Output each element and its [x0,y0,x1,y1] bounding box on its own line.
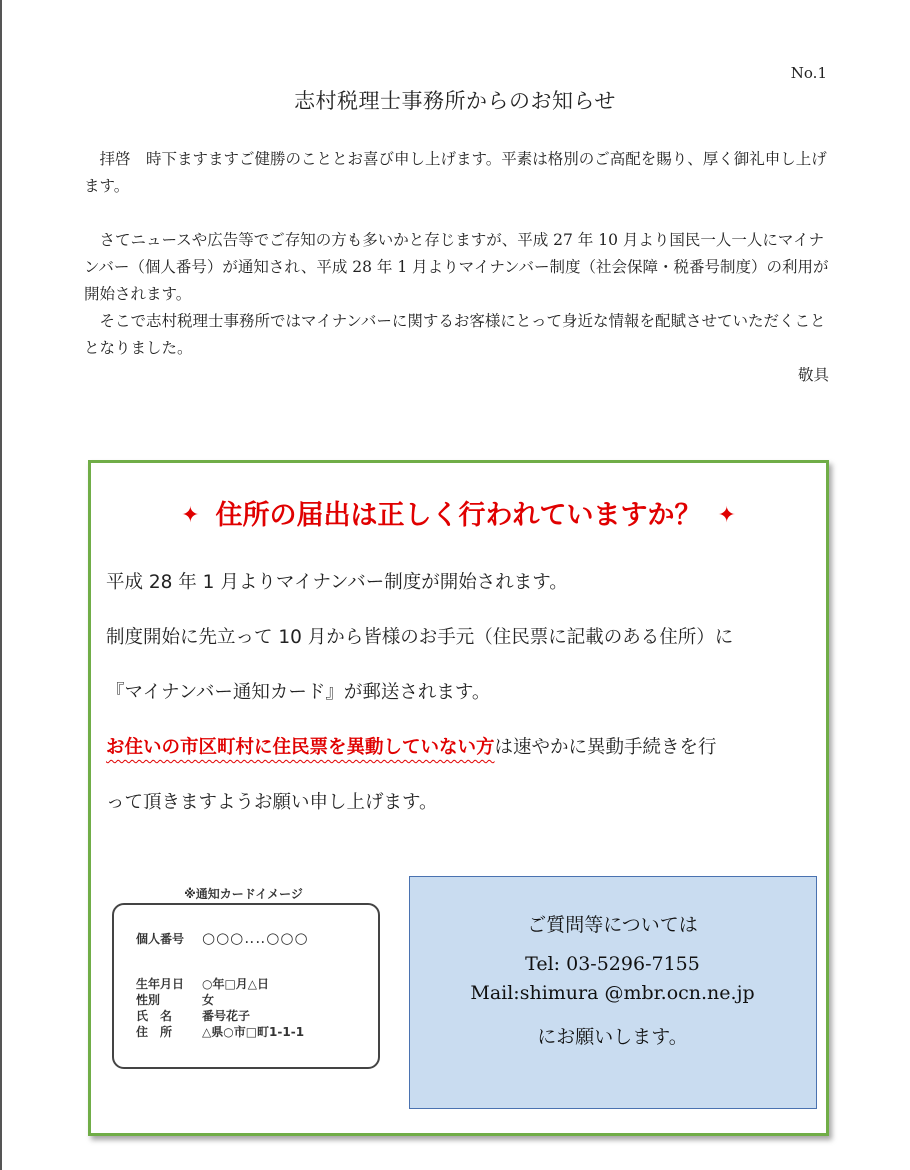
card-frame [112,903,380,1069]
notice-line [106,720,818,775]
card-number-row [136,929,309,947]
card-address-row [136,1023,304,1040]
card-field-label: 生年月日 [136,977,185,991]
greeting-paragraph: 拝啓 時下ますますご健勝のこととお喜び申し上げます。平素は格別のご高配を賜り、厚く御礼申し上げます。 [84,150,827,195]
letter-body [84,146,829,389]
card-field-label: 個人番号 [136,932,185,946]
star-icon: ✦ [717,503,736,528]
card-field-value: 女 [202,993,215,1007]
card-caption: ※通知カードイメージ [184,887,303,901]
card-field-label: 性別 [136,993,161,1007]
notice-heading-text: 住所の届出は正しく行われていますか？ [215,500,702,531]
notice-line: 平成 28 年 1 月よりマイナンバー制度が開始されます。 [106,572,568,593]
contact-intro: ご質問等については [527,914,698,936]
page-number: No.1 [790,64,827,82]
contact-tel: Tel: 03-5296-7155 [525,953,700,975]
document-title: 志村税理士事務所からのお知らせ [294,89,616,113]
page-left-border [0,0,2,1170]
card-field-value: ○年□月△日 [202,977,270,991]
notice-body [106,555,818,830]
contact-box [409,876,817,1109]
highlight-text: お住いの市区町村に住民票を異動していない方 [106,737,495,758]
distribution-paragraph: そこで志村税理士事務所ではマイナンバーに関するお客様にとって身近な情報を配賦させていただくこととなりました。 [84,312,826,357]
notification-card-image [106,881,381,1091]
address-notice-box [88,460,829,1136]
contact-closing: にお願いします。 [537,1026,688,1048]
card-field-value: △県○市□町1-1-1 [202,1025,305,1039]
card-sex-row [136,991,214,1008]
card-name-row [136,1007,250,1024]
announcement-paragraph: さてニュースや広告等でご存知の方も多いかと存じますが、平成 27 年 10 月より国民一人一人にマイナンバー（個人番号）が通知され、平成 28 年 1 月よりマイナンバー制度（社会保障・税番号制度）の利用が開始されます。 [84,231,829,303]
notice-heading [91,493,826,532]
star-icon: ✦ [181,503,200,528]
closing-word: 敬具 [797,366,829,384]
notice-line: 『マイナンバー通知カード』が郵送されます。 [106,682,491,703]
card-field-label: 氏 名 [136,1009,173,1023]
card-field-label: 住 所 [136,1025,173,1039]
contact-mail: Mail:shimura @mbr.ocn.ne.jp [470,982,755,1004]
card-field-value: 番号花子 [202,1009,251,1023]
notice-line: 制度開始に先立って 10 月から皆様のお手元（住民票に記載のある住所）に [106,627,734,648]
notice-line-rest: は速やかに異動手続きを行 [494,737,717,758]
notice-line: って頂きますようお願い申し上げます。 [106,792,438,813]
card-birth-row [136,975,269,992]
card-field-value: ○○○‥‥○○○ [202,929,309,947]
